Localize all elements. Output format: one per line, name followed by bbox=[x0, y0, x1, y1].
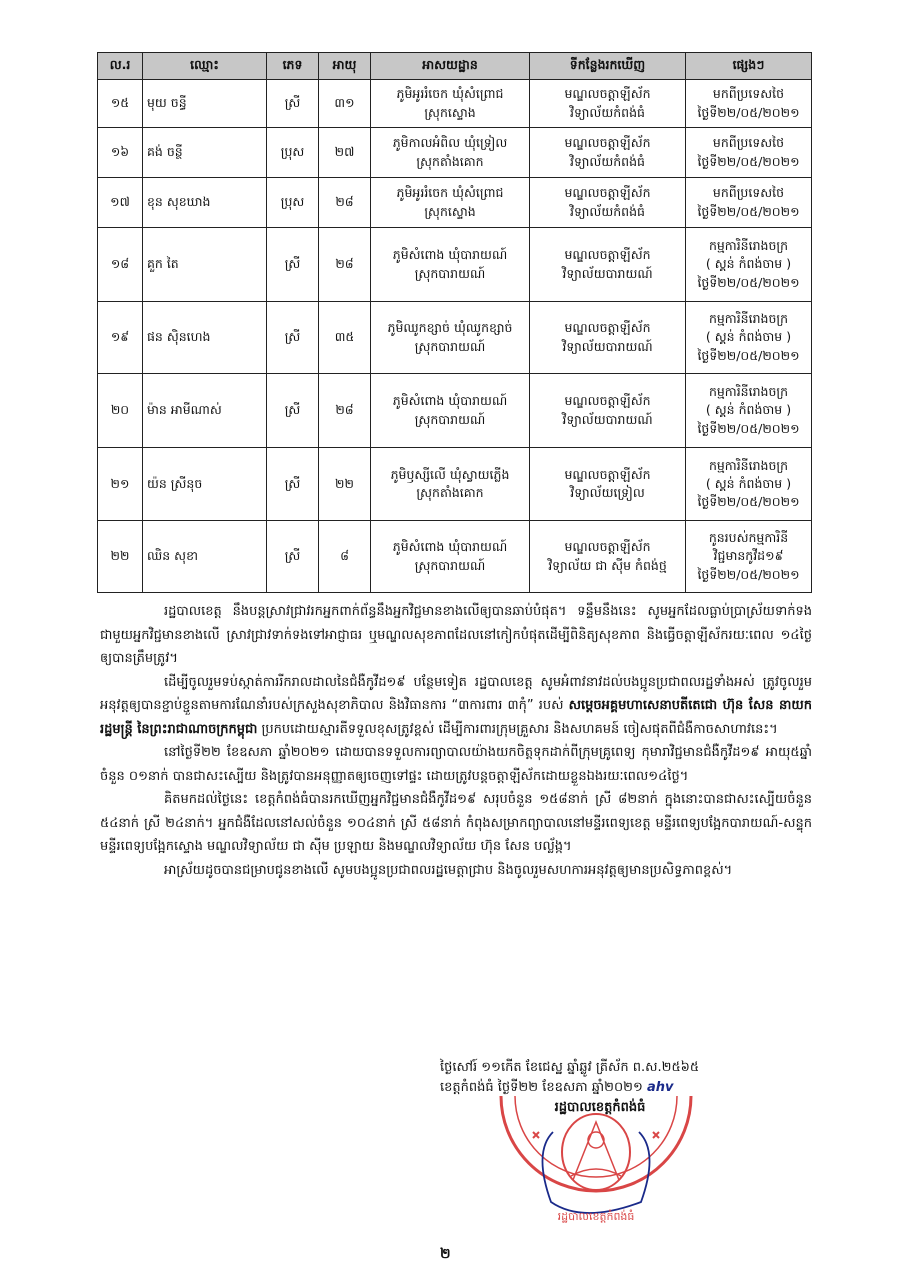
cell-sex: ប្រុស bbox=[267, 128, 319, 178]
cell-no: ១៥ bbox=[98, 80, 143, 128]
cell-no: ២២ bbox=[98, 521, 143, 593]
cell-age: ៣៥ bbox=[319, 302, 371, 374]
cell-age: ២៨ bbox=[319, 228, 371, 302]
cell-address bbox=[371, 448, 530, 521]
header-found-location: ទីកន្លែងរកឃើញ bbox=[530, 53, 686, 80]
other-line: កម្មការិនីរោងចក្រ bbox=[708, 384, 789, 400]
table-row bbox=[98, 178, 812, 228]
other-line: ( ស្គន់ កំពង់ចាម ) bbox=[705, 402, 792, 418]
cell-found-location bbox=[530, 521, 686, 593]
header-age: អាយុ bbox=[319, 53, 371, 80]
cell-sex: ប្រុស bbox=[267, 178, 319, 228]
cell-other bbox=[686, 80, 812, 128]
other-line: មកពីប្រទេសថៃ bbox=[712, 185, 785, 201]
address-line: ស្រុកបារាយណ៍ bbox=[414, 265, 486, 281]
cell-found-location bbox=[530, 128, 686, 178]
other-line: ថ្ងៃទី២២/០៥/២០២១ bbox=[697, 347, 800, 363]
other-line: មកពីប្រទេសថៃ bbox=[712, 135, 785, 151]
other-line: ( ស្គន់ កំពង់ចាម ) bbox=[705, 329, 792, 345]
issuing-office: រដ្ឋបាលខេត្តកំពង់ធំ bbox=[554, 1100, 646, 1115]
header-sex: ភេទ bbox=[267, 53, 319, 80]
cell-name: យ៉ន ស្រីនុច bbox=[143, 448, 267, 521]
cell-other bbox=[686, 448, 812, 521]
cell-no: ១៨ bbox=[98, 228, 143, 302]
cell-found-location bbox=[530, 80, 686, 128]
official-seal-icon bbox=[493, 1092, 699, 1240]
cell-name: មុយ ចន្ធី bbox=[143, 80, 267, 128]
cell-sex: ស្រី bbox=[267, 521, 319, 593]
other-line: កម្មការិនីរោងចក្រ bbox=[708, 457, 789, 473]
cell-sex: ស្រី bbox=[267, 80, 319, 128]
page-number: ២ bbox=[440, 1246, 451, 1262]
other-line: ថ្ងៃទី២២/០៥/២០២១ bbox=[697, 153, 800, 169]
found-line: មណ្ឌលចត្តាឡីស័ក bbox=[564, 466, 651, 482]
cell-age: ៨ bbox=[319, 521, 371, 593]
found-line: វិទ្យាល័យបារាយណ៍ bbox=[562, 338, 653, 354]
cell-address bbox=[371, 374, 530, 448]
appeal-text-a: ដើម្បីចូលរួមទប់ស្កាត់ការរីករាលដាលនៃជំងឺកូវីដ១៩ បន្ថែមទៀត រដ្ឋបាលខេត្ត សូមអំពាវនាវដល់បងប្អូនប្រជាពលរដ្ឋទាំងអស់ ត្រូវចូលរួមអនុវត្តឲ្យបានខ្ជាប់ខ្ជួនតាមការណែនាំរបស់ក្រសួងសុខាភិបាល និងវិធានការ “៣ការពារ ៣កុំ” របស់ bbox=[100, 674, 812, 713]
address-line: ភូមិសំពោង ឃុំបារាយណ៍ bbox=[392, 539, 508, 555]
cell-name: ខុន សុខឃាង bbox=[143, 178, 267, 228]
table-row bbox=[98, 521, 812, 593]
cell-other bbox=[686, 128, 812, 178]
found-line: មណ្ឌលចត្តាឡីស័ក bbox=[564, 135, 651, 151]
cell-found-location bbox=[530, 302, 686, 374]
cell-age: ២៨ bbox=[319, 178, 371, 228]
cell-no: ២០ bbox=[98, 374, 143, 448]
cell-found-location bbox=[530, 448, 686, 521]
table-row bbox=[98, 228, 812, 302]
other-line: វិជ្ជមានកូវីដ១៩ bbox=[713, 548, 784, 564]
cell-sex: ស្រី bbox=[267, 228, 319, 302]
header-name: ឈ្មោះ bbox=[143, 53, 267, 80]
paragraph-follow-up: រដ្ឋបាលខេត្ត នឹងបន្តស្រាវជ្រាវរកអ្នកពាក់ព័ន្ធនឹងអ្នកវិជ្ជមានខាងលើឲ្យបានឆាប់បំផុត។ ទន្ទឹមនឹងនេះ សូមអ្នកដែលធ្លាប់ប្រាស្រ័យទាក់ទងជាមួយអ្នកវិជ្ជមានខាងលើ ស្រាវជ្រាវទាក់ទងទៅអាជ្ញាធរ ឬមណ្ឌលសុខភាពដែលនៅកៀកបំផុតដើម្បីពិនិត្យសុខភាព និងធ្វើចត្តាឡីស័ករយៈពេល ១៤ថ្ងៃឲ្យបានត្រឹមត្រូវ។ bbox=[100, 604, 812, 666]
appeal-text-b: ប្រកបដោយស្មារតីទទួលខុសត្រូវខ្ពស់ ដើម្បីការពារក្រុមគ្រួសារ និងសហគមន៍ ចៀសផុតពីជំងឺកាចសាហាវនេះ។ bbox=[257, 721, 778, 737]
table-row bbox=[98, 374, 812, 448]
cell-found-location bbox=[530, 228, 686, 302]
cell-found-location bbox=[530, 178, 686, 228]
found-line: មណ្ឌលចត្តាឡីស័ក bbox=[564, 393, 651, 409]
table-row bbox=[98, 448, 812, 521]
found-line: វិទ្យាល័យកំពង់ធំ bbox=[570, 153, 645, 169]
cell-name: ម៉ាន អាមីណាស់ bbox=[143, 374, 267, 448]
address-line: ភូមិកាលអំពិល ឃុំទ្រៀល bbox=[392, 135, 508, 151]
address-line: ភូមិអូររំចេក ឃុំសំព្រោជ bbox=[396, 185, 504, 201]
found-line: វិទ្យាល័យបារាយណ៍ bbox=[562, 411, 653, 427]
body-text bbox=[100, 600, 812, 882]
appeal-text-strong: សម្តេចអគ្គមហាសេនាបតីតេជោ ហ៊ុន សែន នាយករដ្ឋមន្ត្រី នៃព្រះរាជាណាចក្រកម្ពុជា bbox=[100, 698, 812, 737]
found-line: វិទ្យាល័យបារាយណ៍ bbox=[562, 265, 653, 281]
cell-no: ១៩ bbox=[98, 302, 143, 374]
cell-no: ១៧ bbox=[98, 178, 143, 228]
paragraph-appeal bbox=[100, 671, 812, 742]
address-line: ភូមិឈូកខ្សាច់ ឃុំឈូកខ្សាច់ bbox=[387, 320, 513, 336]
solar-date-text: ខេត្តកំពង់ធំ ថ្ងៃទី២២ ខែឧសភា ឆ្នាំ២០២១ bbox=[440, 1080, 643, 1095]
cell-address bbox=[371, 521, 530, 593]
other-line: ថ្ងៃទី២២/០៥/២០២១ bbox=[697, 203, 800, 219]
cell-age: ៣១ bbox=[319, 80, 371, 128]
address-line: ស្រុកតាំងគោក bbox=[416, 485, 484, 500]
address-line: ភូមិអូររំចេក ឃុំសំព្រោជ bbox=[396, 86, 504, 102]
found-line: វិទ្យាល័យកំពង់ធំ bbox=[570, 104, 645, 120]
cell-address bbox=[371, 80, 530, 128]
other-line: កូនរបស់កម្មការិនី bbox=[708, 530, 789, 546]
paragraph-recovery: នៅថ្ងៃទី២២ ខែឧសភា ឆ្នាំ២០២១ ដោយបានទទួលការព្យាបាលយ៉ាងយកចិត្តទុកដាក់ពីក្រុមគ្រូពេទ្យ កុមារាវិជ្ជមានជំងឺកូវីដ១៩ អាយុ៥ឆ្នាំ ចំនួន ០១នាក់ បានជាសះស្បើយ និងត្រូវបានអនុញ្ញាតឲ្យចេញទៅផ្ទះ ដោយត្រូវបន្តចត្តាឡីស័កដោយខ្លួនឯងរយៈពេល១៤ថ្ងៃ។ bbox=[100, 745, 812, 784]
found-line: វិទ្យាល័យទ្រៀល bbox=[570, 485, 645, 500]
address-line: ស្រុកបារាយណ៍ bbox=[414, 338, 486, 354]
address-line: ស្រុកតាំងគោក bbox=[416, 153, 484, 169]
cell-other bbox=[686, 374, 812, 448]
other-line: មកពីប្រទេសថៃ bbox=[712, 86, 785, 102]
address-line: ស្រុកស្ទោង bbox=[424, 203, 476, 219]
other-line: ថ្ងៃទី២២/០៥/២០២១ bbox=[697, 274, 800, 290]
address-line: ស្រុកបារាយណ៍ bbox=[414, 557, 486, 573]
paragraph-closing: អាស្រ័យដូចបានជម្រាបជូនខាងលើ សូមបងប្អូនប្រជាពលរដ្ឋមេត្តាជ្រាប និងចូលរួមសហការអនុវត្តឲ្យមានប្រសិទ្ធភាពខ្ពស់។ bbox=[164, 862, 733, 878]
other-line: ( ស្គន់ កំពង់ចាម ) bbox=[705, 256, 792, 272]
table-row bbox=[98, 80, 812, 128]
found-line: វិទ្យាល័យកំពង់ធំ bbox=[570, 203, 645, 219]
header-address: អាសយដ្ឋាន bbox=[371, 53, 530, 80]
cell-other bbox=[686, 521, 812, 593]
cell-address bbox=[371, 128, 530, 178]
seal-text: រដ្ឋបាលខេត្តកំពង់ធំ bbox=[557, 1210, 635, 1223]
found-line: មណ្ឌលចត្តាឡីស័ក bbox=[564, 86, 651, 102]
found-line: មណ្ឌលចត្តាឡីស័ក bbox=[564, 539, 651, 555]
other-line: ថ្ងៃទី២២/០៥/២០២១ bbox=[697, 104, 800, 120]
address-line: ភូមិសំពោង ឃុំបារាយណ៍ bbox=[392, 393, 508, 409]
table-row bbox=[98, 302, 812, 374]
signature-initials: ahv bbox=[646, 1080, 674, 1095]
found-line: មណ្ឌលចត្តាឡីស័ក bbox=[564, 320, 651, 336]
cell-sex: ស្រី bbox=[267, 302, 319, 374]
cases-table bbox=[97, 52, 812, 593]
cell-age: ២៨ bbox=[319, 374, 371, 448]
cell-address bbox=[371, 228, 530, 302]
table-header-row bbox=[98, 53, 812, 80]
found-line: មណ្ឌលចត្តាឡីស័ក bbox=[564, 185, 651, 201]
address-line: ស្រុកបារាយណ៍ bbox=[414, 411, 486, 427]
header-no: ល.រ bbox=[98, 53, 143, 80]
cell-other bbox=[686, 228, 812, 302]
cell-other bbox=[686, 178, 812, 228]
cell-name: ឈិន សុខា bbox=[143, 521, 267, 593]
other-line: ថ្ងៃទី២២/០៥/២០២១ bbox=[697, 494, 800, 510]
cell-found-location bbox=[530, 374, 686, 448]
table-row bbox=[98, 128, 812, 178]
other-line: ថ្ងៃទី២២/០៥/២០២១ bbox=[697, 420, 800, 436]
found-line: មណ្ឌលចត្តាឡីស័ក bbox=[564, 247, 651, 263]
other-line: ថ្ងៃទី២២/០៥/២០២១ bbox=[697, 566, 800, 582]
address-line: ភូមិឫស្សីលើ ឃុំស្វាយភ្លើង bbox=[390, 466, 510, 482]
cell-address bbox=[371, 178, 530, 228]
cell-sex: ស្រី bbox=[267, 374, 319, 448]
other-line: កម្មការិនីរោងចក្រ bbox=[708, 238, 789, 254]
paragraph-totals: គិតមកដល់ថ្ងៃនេះ ខេត្តកំពង់ធំបានរកឃើញអ្នកវិជ្ជមានជំងឺកូវីដ១៩ សរុបចំនួន ១៥៨នាក់ ស្រី ៨២នាក់ ក្នុងនោះបានជាសះស្បើយចំនួន ៥៤នាក់ ស្រី ២៤នាក់។ អ្នកជំងឺដែលនៅសល់ចំនួន ១០៤នាក់ ស្រី ៥៨នាក់ កំពុងសម្រាកព្យាបាលនៅមន្ទីរពេទ្យខេត្ត មន្ទីរពេទ្យបង្អែកបារាយណ៍-សន្ទុក មន្ទីរពេទ្យបង្អែកស្ទោង មណ្ឌលវិទ្យាល័យ ជា ស៊ីម ប្រឡាយ និងមណ្ឌលវិទ្យាល័យ ហ៊ុន សែន បល្ល័ង្ក។ bbox=[100, 792, 812, 854]
address-line: ភូមិសំពោង ឃុំបារាយណ៍ bbox=[392, 247, 508, 263]
cell-other bbox=[686, 302, 812, 374]
cell-no: ២១ bbox=[98, 448, 143, 521]
other-line: ( ស្គន់ កំពង់ចាម ) bbox=[705, 475, 792, 491]
address-line: ស្រុកស្ទោង bbox=[424, 104, 476, 120]
cell-name: គួក តៃ bbox=[143, 228, 267, 302]
cell-age: ២៧ bbox=[319, 128, 371, 178]
header-other: ផ្សេងៗ bbox=[686, 53, 812, 80]
other-line: កម្មការិនីរោងចក្រ bbox=[708, 311, 789, 327]
cell-address bbox=[371, 302, 530, 374]
cell-age: ២២ bbox=[319, 448, 371, 521]
cell-name: ផន ស៊ិនហេង bbox=[143, 302, 267, 374]
found-line: វិទ្យាល័យ ជា ស៊ីម កំពង់ថ្ម bbox=[548, 557, 667, 573]
cell-no: ១៦ bbox=[98, 128, 143, 178]
cell-sex: ស្រី bbox=[267, 448, 319, 521]
lunar-date: ថ្ងៃសៅរ៍ ១១កើត ខែជេស្ឋ ឆ្នាំឆ្លូវ ត្រីស័ក ព.ស.២៥៦៥ bbox=[440, 1060, 700, 1075]
cell-name: គង់ ចន្ថី bbox=[143, 128, 267, 178]
